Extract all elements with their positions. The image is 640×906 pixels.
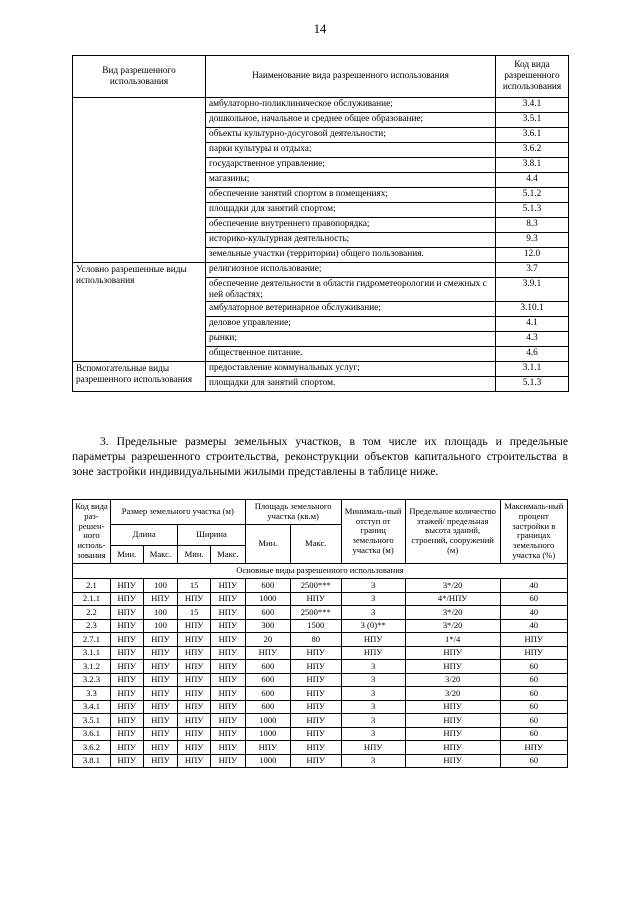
- use-name-cell: рынки;: [206, 332, 496, 347]
- param-length-min-cell: НПУ: [110, 727, 143, 741]
- param-area-min-cell: 600: [245, 687, 290, 701]
- use-name-cell: обеспечение деятельности в области гидрометеорологии и смежных с ней областях;: [206, 278, 496, 302]
- param-length-max-cell: НПУ: [143, 741, 178, 755]
- param-area-max-cell: НПУ: [290, 727, 341, 741]
- param-length-max-cell: НПУ: [143, 754, 178, 768]
- table-row: [73, 673, 568, 687]
- table-row: [73, 700, 568, 714]
- use-code-cell: 3.8.1: [496, 158, 569, 173]
- param-area-max-cell: НПУ: [290, 646, 341, 660]
- use-code-cell: 3.6.2: [496, 143, 569, 158]
- param-length-max-cell: НПУ: [143, 592, 178, 606]
- column-header-area-max: Макс.: [290, 524, 341, 563]
- param-coverage-cell: 60: [500, 754, 567, 768]
- use-code-cell: 5.1.2: [496, 188, 569, 203]
- param-setback-cell: 3: [341, 700, 405, 714]
- param-setback-cell: 3: [341, 754, 405, 768]
- param-length-min-cell: НПУ: [110, 673, 143, 687]
- param-length-max-cell: НПУ: [143, 673, 178, 687]
- use-name-cell: религиозное использование;: [206, 263, 496, 278]
- column-header-use-type: Вид разрешенного использования: [73, 56, 206, 98]
- param-area-max-cell: 2500***: [290, 606, 341, 620]
- column-header-floors: Предельное количество этажей/ предельная высота зданий, строений, сооружений (м): [405, 500, 500, 564]
- column-header-length-max: Макс.: [143, 546, 178, 564]
- param-length-min-cell: НПУ: [110, 700, 143, 714]
- table-row: [73, 646, 568, 660]
- use-code-cell: 3.6.1: [496, 128, 569, 143]
- param-area-min-cell: 1000: [245, 727, 290, 741]
- param-width-max-cell: НПУ: [210, 741, 245, 755]
- table-row: [73, 98, 569, 113]
- use-code-cell: 4.3: [496, 332, 569, 347]
- use-code-cell: 8.3: [496, 218, 569, 233]
- param-width-min-cell: НПУ: [178, 592, 211, 606]
- param-coverage-cell: 60: [500, 687, 567, 701]
- param-floors-cell: НПУ: [405, 660, 500, 674]
- param-width-max-cell: НПУ: [210, 579, 245, 593]
- param-width-max-cell: НПУ: [210, 727, 245, 741]
- use-name-cell: амбулаторно-поликлиническое обслуживание;: [206, 98, 496, 113]
- param-width-min-cell: НПУ: [178, 714, 211, 728]
- param-area-min-cell: 1000: [245, 754, 290, 768]
- param-width-max-cell: НПУ: [210, 700, 245, 714]
- param-setback-cell: 3: [341, 592, 405, 606]
- param-area-min-cell: 600: [245, 579, 290, 593]
- param-length-max-cell: 100: [143, 619, 178, 633]
- param-code-cell: 3.6.2: [73, 741, 111, 755]
- param-area-min-cell: НПУ: [245, 741, 290, 755]
- param-length-min-cell: НПУ: [110, 714, 143, 728]
- use-name-cell: предоставление коммунальных услуг;: [206, 362, 496, 377]
- column-header-width-min: Мин.: [178, 546, 211, 564]
- use-code-cell: 3.7: [496, 263, 569, 278]
- param-floors-cell: НПУ: [405, 754, 500, 768]
- param-width-max-cell: НПУ: [210, 687, 245, 701]
- param-length-max-cell: НПУ: [143, 646, 178, 660]
- param-setback-cell: НПУ: [341, 646, 405, 660]
- param-width-min-cell: НПУ: [178, 687, 211, 701]
- param-area-min-cell: 600: [245, 673, 290, 687]
- param-length-max-cell: 100: [143, 579, 178, 593]
- param-code-cell: 3.1.1: [73, 646, 111, 660]
- param-length-min-cell: НПУ: [110, 579, 143, 593]
- param-area-min-cell: 300: [245, 619, 290, 633]
- table-section-row: [73, 563, 568, 579]
- use-code-cell: 9.3: [496, 233, 569, 248]
- param-width-min-cell: НПУ: [178, 700, 211, 714]
- param-width-max-cell: НПУ: [210, 646, 245, 660]
- use-category-cell: [73, 98, 206, 263]
- param-width-min-cell: НПУ: [178, 619, 211, 633]
- param-setback-cell: НПУ: [341, 741, 405, 755]
- param-code-cell: 2.3: [73, 619, 111, 633]
- page-number: 14: [313, 22, 327, 36]
- permitted-use-table: [72, 55, 569, 392]
- param-code-cell: 3.5.1: [73, 714, 111, 728]
- param-length-min-cell: НПУ: [110, 633, 143, 647]
- table-row: [73, 592, 568, 606]
- param-width-min-cell: НПУ: [178, 673, 211, 687]
- use-code-cell: 3.4.1: [496, 98, 569, 113]
- use-category-cell: Условно разрешенные виды использования: [73, 263, 206, 362]
- column-header-length: Длина: [110, 524, 177, 546]
- param-length-max-cell: НПУ: [143, 700, 178, 714]
- param-width-min-cell: 15: [178, 579, 211, 593]
- param-floors-cell: НПУ: [405, 700, 500, 714]
- param-setback-cell: 3: [341, 727, 405, 741]
- param-code-cell: 3.6.1: [73, 727, 111, 741]
- param-code-cell: 2.1.1: [73, 592, 111, 606]
- parameters-table-header: [73, 500, 568, 564]
- param-area-max-cell: НПУ: [290, 700, 341, 714]
- param-setback-cell: 3: [341, 606, 405, 620]
- param-width-min-cell: НПУ: [178, 646, 211, 660]
- param-coverage-cell: НПУ: [500, 741, 567, 755]
- use-code-cell: 3.5.1: [496, 113, 569, 128]
- param-area-max-cell: 1500: [290, 619, 341, 633]
- param-width-min-cell: НПУ: [178, 727, 211, 741]
- param-code-cell: 2.2: [73, 606, 111, 620]
- param-length-min-cell: НПУ: [110, 646, 143, 660]
- use-name-cell: объекты культурно-досуговой деятельности;: [206, 128, 496, 143]
- param-area-max-cell: НПУ: [290, 660, 341, 674]
- param-length-min-cell: НПУ: [110, 687, 143, 701]
- table-row: [73, 754, 568, 768]
- table-row: [73, 500, 568, 525]
- use-name-cell: государственное управление;: [206, 158, 496, 173]
- column-header-plot-area: Площадь земельного участка (кв.м): [245, 500, 341, 525]
- param-area-min-cell: 20: [245, 633, 290, 647]
- column-header-setback: Минималь-ный отступ от границ земельного участка (м): [341, 500, 405, 564]
- param-length-max-cell: НПУ: [143, 687, 178, 701]
- body-paragraph: 3. Предельные размеры земельных участков, в том числе их площадь и предельные параметры разрешенного строительства, реконструкции объектов капитального строительства в зоне застройки индивидуальными жилыми представлены в таблице ниже.: [72, 435, 568, 479]
- param-length-min-cell: НПУ: [110, 619, 143, 633]
- param-floors-cell: 1*/4: [405, 633, 500, 647]
- param-width-max-cell: НПУ: [210, 633, 245, 647]
- use-name-cell: парки культуры и отдыха;: [206, 143, 496, 158]
- param-length-min-cell: НПУ: [110, 606, 143, 620]
- param-width-max-cell: НПУ: [210, 592, 245, 606]
- param-width-max-cell: НПУ: [210, 606, 245, 620]
- param-setback-cell: НПУ: [341, 633, 405, 647]
- param-area-max-cell: НПУ: [290, 714, 341, 728]
- param-area-min-cell: 600: [245, 606, 290, 620]
- use-name-cell: амбулаторное ветеринарное обслуживание;: [206, 302, 496, 317]
- param-setback-cell: 3: [341, 660, 405, 674]
- param-coverage-cell: 40: [500, 579, 567, 593]
- section-label: Основные виды разрешенного использования: [73, 563, 568, 579]
- param-width-max-cell: НПУ: [210, 714, 245, 728]
- column-header-width: Ширина: [178, 524, 245, 546]
- param-code-cell: 3.1.2: [73, 660, 111, 674]
- use-code-cell: 4.6: [496, 347, 569, 362]
- param-floors-cell: НПУ: [405, 741, 500, 755]
- use-name-cell: обеспечение занятий спортом в помещениях;: [206, 188, 496, 203]
- param-coverage-cell: 60: [500, 714, 567, 728]
- param-area-min-cell: 600: [245, 660, 290, 674]
- param-code-cell: 3.3: [73, 687, 111, 701]
- param-code-cell: 3.4.1: [73, 700, 111, 714]
- column-header-code: Код вида раз-решен-ного исполь-зования: [73, 500, 111, 564]
- column-header-area-min: Мин.: [245, 524, 290, 563]
- param-width-max-cell: НПУ: [210, 619, 245, 633]
- param-setback-cell: 3: [341, 579, 405, 593]
- param-setback-cell: 3: [341, 687, 405, 701]
- param-setback-cell: 3 (0)**: [341, 619, 405, 633]
- param-length-min-cell: НПУ: [110, 741, 143, 755]
- use-name-cell: обеспечение внутреннего правопорядка;: [206, 218, 496, 233]
- param-setback-cell: 3: [341, 673, 405, 687]
- param-area-max-cell: НПУ: [290, 687, 341, 701]
- param-area-max-cell: НПУ: [290, 592, 341, 606]
- use-code-cell: 12.0: [496, 248, 569, 263]
- param-floors-cell: НПУ: [405, 646, 500, 660]
- table-row: [73, 727, 568, 741]
- table-row: [73, 56, 569, 98]
- use-name-cell: магазины;: [206, 173, 496, 188]
- param-coverage-cell: 60: [500, 727, 567, 741]
- parameters-table-body: [73, 563, 568, 768]
- param-floors-cell: 3*/20: [405, 619, 500, 633]
- param-floors-cell: 4*/НПУ: [405, 592, 500, 606]
- use-code-cell: 3.10.1: [496, 302, 569, 317]
- use-category-cell: Вспомогательные виды разрешенного использования: [73, 362, 206, 392]
- param-floors-cell: 3/20: [405, 687, 500, 701]
- table-row: [73, 579, 568, 593]
- table-row: [73, 633, 568, 647]
- param-length-max-cell: НПУ: [143, 727, 178, 741]
- param-width-min-cell: НПУ: [178, 660, 211, 674]
- param-area-max-cell: НПУ: [290, 673, 341, 687]
- use-name-cell: историко-культурная деятельность;: [206, 233, 496, 248]
- column-header-width-max: Макс.: [210, 546, 245, 564]
- param-length-max-cell: НПУ: [143, 660, 178, 674]
- param-length-max-cell: НПУ: [143, 714, 178, 728]
- param-width-min-cell: НПУ: [178, 754, 211, 768]
- param-code-cell: 2.1: [73, 579, 111, 593]
- param-area-max-cell: 80: [290, 633, 341, 647]
- param-floors-cell: НПУ: [405, 714, 500, 728]
- use-code-cell: 4.1: [496, 317, 569, 332]
- param-width-min-cell: 15: [178, 606, 211, 620]
- param-coverage-cell: 60: [500, 700, 567, 714]
- use-code-cell: 3.9.1: [496, 278, 569, 302]
- param-width-max-cell: НПУ: [210, 673, 245, 687]
- table-row: [73, 263, 569, 278]
- use-code-cell: 5.1.3: [496, 377, 569, 392]
- use-name-cell: земельные участки (территории) общего пользования.: [206, 248, 496, 263]
- param-coverage-cell: 60: [500, 660, 567, 674]
- use-name-cell: деловое управление;: [206, 317, 496, 332]
- table-row: [73, 619, 568, 633]
- param-floors-cell: НПУ: [405, 727, 500, 741]
- use-code-cell: 4.4: [496, 173, 569, 188]
- param-coverage-cell: 40: [500, 606, 567, 620]
- param-area-max-cell: 2500***: [290, 579, 341, 593]
- use-name-cell: площадки для занятий спортом.: [206, 377, 496, 392]
- column-header-plot-size: Размер земельного участка (м): [110, 500, 245, 525]
- use-name-cell: дошкольное, начальное и среднее общее образование;: [206, 113, 496, 128]
- use-name-cell: площадки для занятий спортом;: [206, 203, 496, 218]
- column-header-coverage: Максималь-ный процент застройки в границах земельного участка (%): [500, 500, 567, 564]
- param-area-min-cell: НПУ: [245, 646, 290, 660]
- param-coverage-cell: НПУ: [500, 633, 567, 647]
- column-header-use-code: Код вида разрешенного использования: [496, 56, 569, 98]
- param-length-max-cell: НПУ: [143, 633, 178, 647]
- param-area-max-cell: НПУ: [290, 741, 341, 755]
- param-code-cell: 3.8.1: [73, 754, 111, 768]
- param-width-max-cell: НПУ: [210, 660, 245, 674]
- param-coverage-cell: НПУ: [500, 646, 567, 660]
- param-width-min-cell: НПУ: [178, 633, 211, 647]
- table-row: [73, 362, 569, 377]
- param-floors-cell: 3/20: [405, 673, 500, 687]
- param-code-cell: 3.2.3: [73, 673, 111, 687]
- column-header-length-min: Мин.: [110, 546, 143, 564]
- permitted-use-table-header: [73, 56, 569, 98]
- use-name-cell: общественное питание.: [206, 347, 496, 362]
- param-setback-cell: 3: [341, 714, 405, 728]
- param-coverage-cell: 60: [500, 673, 567, 687]
- param-width-min-cell: НПУ: [178, 741, 211, 755]
- parameters-table: [72, 499, 568, 768]
- permitted-use-table-body: [73, 98, 569, 392]
- param-coverage-cell: 40: [500, 619, 567, 633]
- param-area-min-cell: 1000: [245, 592, 290, 606]
- param-area-max-cell: НПУ: [290, 754, 341, 768]
- param-floors-cell: 3*/20: [405, 606, 500, 620]
- param-code-cell: 2.7.1: [73, 633, 111, 647]
- use-code-cell: 3.1.1: [496, 362, 569, 377]
- param-length-min-cell: НПУ: [110, 660, 143, 674]
- param-length-min-cell: НПУ: [110, 592, 143, 606]
- column-header-use-name: Наименование вида разрешенного использования: [206, 56, 496, 98]
- table-row: [73, 714, 568, 728]
- table-row: [73, 660, 568, 674]
- param-coverage-cell: 60: [500, 592, 567, 606]
- table-row: [73, 687, 568, 701]
- param-area-min-cell: 1000: [245, 714, 290, 728]
- param-width-max-cell: НПУ: [210, 754, 245, 768]
- table-row: [73, 741, 568, 755]
- param-length-max-cell: 100: [143, 606, 178, 620]
- table-row: [73, 606, 568, 620]
- param-floors-cell: 3*/20: [405, 579, 500, 593]
- use-code-cell: 5.1.3: [496, 203, 569, 218]
- param-length-min-cell: НПУ: [110, 754, 143, 768]
- param-area-min-cell: 600: [245, 700, 290, 714]
